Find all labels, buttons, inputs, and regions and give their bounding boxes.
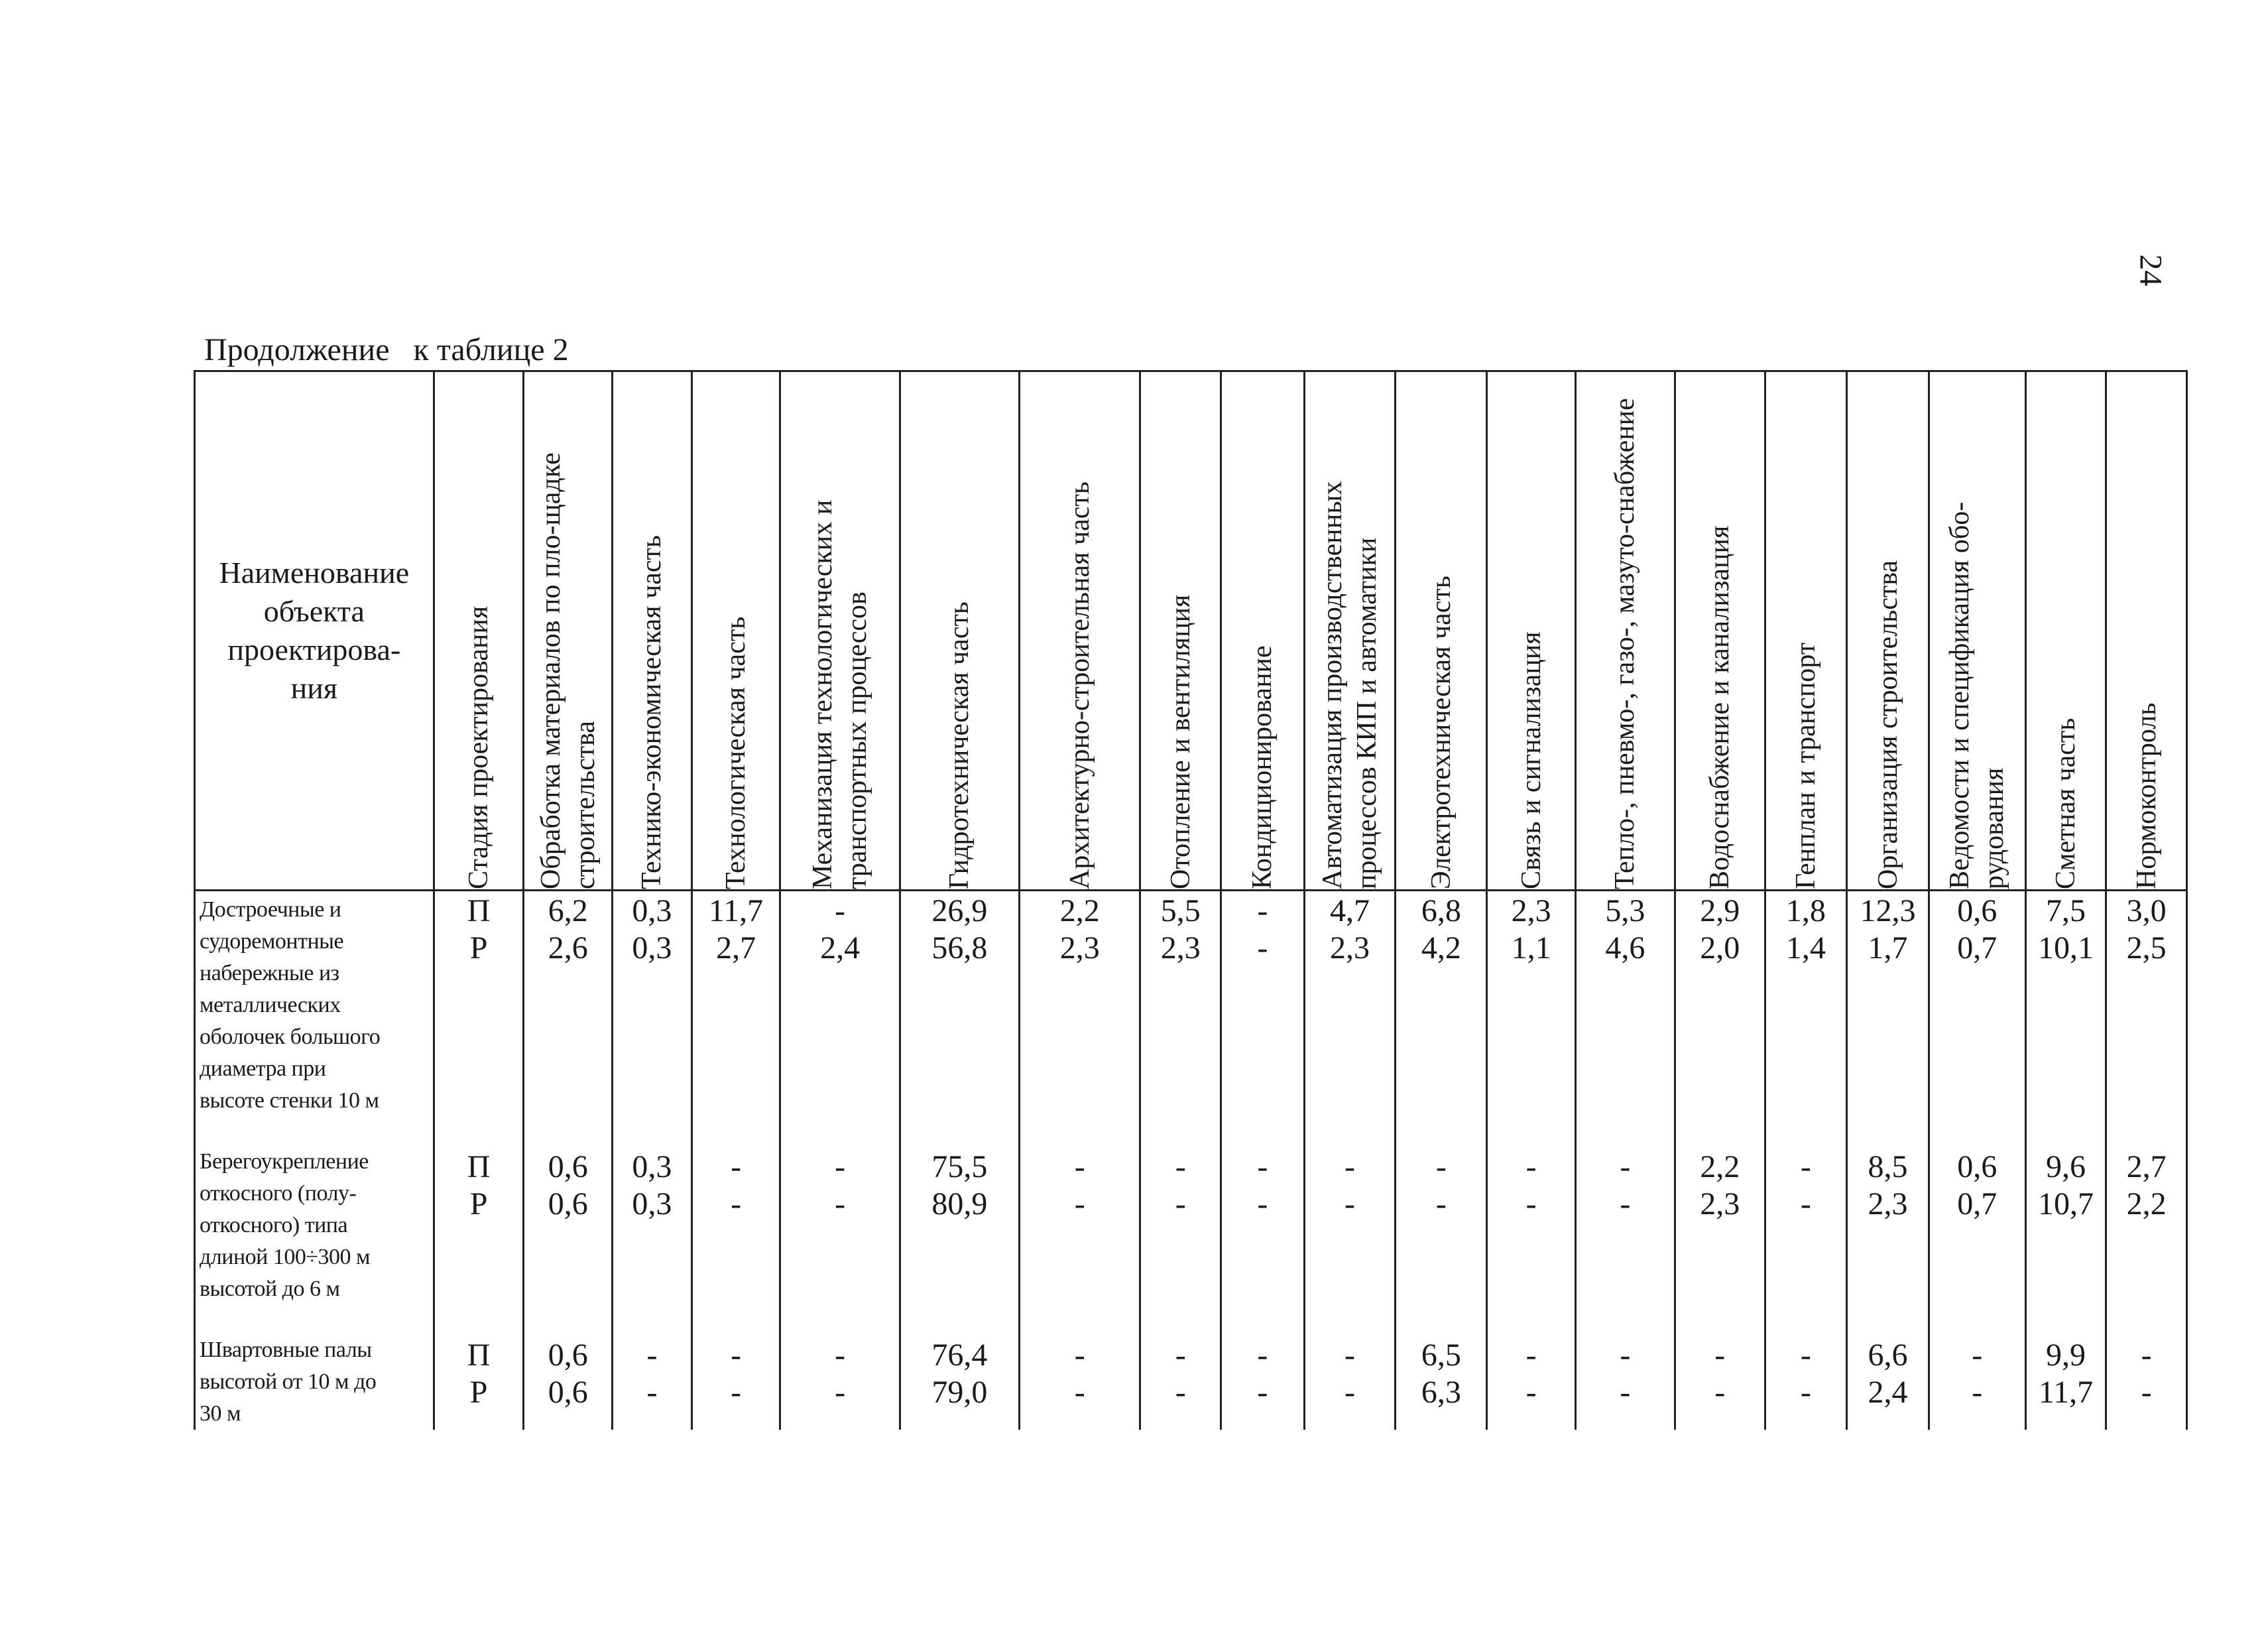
object-name-cell xyxy=(195,1143,434,1332)
column-header xyxy=(1396,371,1487,891)
value-cell xyxy=(1020,1143,1140,1332)
value-cell xyxy=(613,1332,692,1430)
stage-r-value: 1,1 xyxy=(1511,930,1551,966)
stage-r-value: - xyxy=(1175,1375,1186,1410)
stage-p-value: 0,6 xyxy=(1957,1149,1998,1184)
stage-r-value: 2,4 xyxy=(1868,1375,1908,1410)
value-cell xyxy=(2025,1332,2106,1430)
stage-r-value: 10,1 xyxy=(2037,930,2094,966)
stage-p-value: - xyxy=(1344,1338,1356,1373)
object-name-cell xyxy=(195,891,434,1144)
stage-r-value: 2,3 xyxy=(1160,930,1201,966)
stage-r-value: - xyxy=(1972,1375,1983,1410)
stage-p-value: - xyxy=(835,893,846,928)
value-cell xyxy=(1929,1332,2025,1430)
stage-r-value: 2,3 xyxy=(1700,1186,1740,1222)
stage-r-value: 2,2 xyxy=(2126,1186,2167,1222)
object-name-header xyxy=(195,371,434,891)
stage-p-value: 76,4 xyxy=(931,1338,988,1373)
stage-r-value: 2,4 xyxy=(820,930,861,966)
stage-r-value: - xyxy=(1257,930,1268,966)
stage-r-value: - xyxy=(1714,1375,1726,1410)
stage-p-value: 9,9 xyxy=(2045,1338,2086,1373)
stage-p-value: - xyxy=(1074,1338,1085,1373)
value-cell xyxy=(524,1332,613,1430)
column-header xyxy=(1020,371,1140,891)
stage-p-value: 5,3 xyxy=(1605,893,1645,928)
column-header xyxy=(1929,371,2025,891)
stage-r-value: 1,7 xyxy=(1868,930,1908,966)
column-header xyxy=(613,371,692,891)
value-cell xyxy=(2025,891,2106,1144)
stage-p-value: - xyxy=(1525,1338,1537,1373)
column-header-label: Электротехническая часть xyxy=(1425,576,1457,889)
value-cell xyxy=(1675,1143,1765,1332)
stage-p-value: - xyxy=(1620,1149,1631,1184)
table-header-row xyxy=(195,371,2187,891)
stage-p-value: - xyxy=(1620,1338,1631,1373)
column-header-label: Отопление и вентиляция xyxy=(1165,594,1196,889)
column-header-label: Кондиционирование xyxy=(1247,645,1278,889)
object-name-line: высотой от 10 м до xyxy=(200,1369,377,1394)
stage-p-value: 2,2 xyxy=(1700,1149,1740,1184)
value-cell xyxy=(1140,891,1221,1144)
value-cell xyxy=(1575,891,1675,1144)
stage-p-value: 6,2 xyxy=(548,893,588,928)
stage-p-value: - xyxy=(1800,1338,1811,1373)
stage-r-value: - xyxy=(1525,1375,1537,1410)
value-cell xyxy=(1304,1143,1396,1332)
column-header xyxy=(1575,371,1675,891)
stage-r-value: - xyxy=(835,1375,846,1410)
stage-p-value: 6,5 xyxy=(1421,1338,1461,1373)
column-header-label: Организация строительства xyxy=(1872,560,1903,889)
object-name-header-line: Наименование xyxy=(219,556,410,590)
value-cell xyxy=(1487,1143,1576,1332)
object-name-line: набережные из xyxy=(200,961,339,985)
stage-p-value: - xyxy=(1074,1149,1085,1184)
column-header-label: Стадия проектирования xyxy=(463,605,495,889)
stage-r-value: - xyxy=(731,1375,742,1410)
page-number: 24 xyxy=(2133,254,2169,286)
value-cell xyxy=(1675,891,1765,1144)
value-cell xyxy=(900,1143,1019,1332)
stage-p-value: 6,6 xyxy=(1868,1338,1908,1373)
object-name-line: металлических xyxy=(200,993,341,1017)
column-header xyxy=(524,371,613,891)
value-cell xyxy=(1929,1143,2025,1332)
stage-r-value: 0,6 xyxy=(548,1186,588,1222)
stage-r-value: - xyxy=(1344,1186,1356,1222)
object-name-header-line: ния xyxy=(290,671,338,705)
stage-r-value: - xyxy=(1620,1375,1631,1410)
value-cell xyxy=(434,891,524,1144)
value-cell xyxy=(1575,1143,1675,1332)
column-header-label: Тепло-, пневмо-, газо-, мазуто-снабжение xyxy=(1610,398,1641,889)
stage-p-value: - xyxy=(1714,1338,1726,1373)
column-header xyxy=(1675,371,1765,891)
column-header-label: Генплан и транспорт xyxy=(1790,642,1821,889)
stage-p-value: - xyxy=(1175,1149,1186,1184)
value-cell xyxy=(1020,891,1140,1144)
stage-p-value: П xyxy=(467,893,491,928)
stage-r-value: Р xyxy=(469,930,488,966)
stage-r-value: 2,5 xyxy=(2126,930,2167,966)
value-cell xyxy=(1575,1332,1675,1430)
stage-p-value: 6,8 xyxy=(1421,893,1461,928)
stage-r-value: - xyxy=(1074,1186,1085,1222)
value-cell xyxy=(1221,1143,1305,1332)
value-cell xyxy=(900,891,1019,1144)
column-header xyxy=(691,371,780,891)
stage-r-value: - xyxy=(1175,1186,1186,1222)
object-name-header-line: объекта xyxy=(263,594,365,628)
stage-p-value: - xyxy=(1175,1338,1186,1373)
stage-r-value: 56,8 xyxy=(931,930,988,966)
object-name-line: 30 м xyxy=(200,1401,241,1426)
object-name-line: Достроечные и xyxy=(200,897,341,922)
object-name-line: Швартовные палы xyxy=(200,1338,372,1362)
column-header xyxy=(780,371,900,891)
stage-p-value: - xyxy=(731,1149,742,1184)
column-header-label: Автоматизация производственных процессов КИП и автоматики xyxy=(1317,481,1383,889)
column-header-label: Архитектурно-строительная часть xyxy=(1064,481,1095,889)
stage-p-value: 3,0 xyxy=(2126,893,2167,928)
object-name-line: высотой до 6 м xyxy=(200,1277,340,1301)
stage-r-value: - xyxy=(835,1186,846,1222)
stage-r-value: 0,6 xyxy=(548,1375,588,1410)
stage-r-value: 4,2 xyxy=(1421,930,1461,966)
table-row xyxy=(195,1143,2187,1332)
value-cell xyxy=(1304,891,1396,1144)
stage-r-value: 4,6 xyxy=(1605,930,1645,966)
column-header-label: Механизация технологических и транспортных процессов xyxy=(807,499,873,889)
design-distribution-table xyxy=(194,370,2188,1430)
value-cell xyxy=(1221,1332,1305,1430)
stage-p-value: - xyxy=(835,1338,846,1373)
column-header xyxy=(1304,371,1396,891)
stage-p-value: 4,7 xyxy=(1330,893,1370,928)
value-cell xyxy=(1765,1143,1847,1332)
value-cell xyxy=(1765,891,1847,1144)
column-header xyxy=(1140,371,1221,891)
stage-r-value: 1,4 xyxy=(1785,930,1826,966)
object-name-header-line: проектирова- xyxy=(227,633,401,666)
stage-p-value: - xyxy=(646,1338,658,1373)
column-header xyxy=(434,371,524,891)
stage-r-value: 2,7 xyxy=(716,930,756,966)
value-cell xyxy=(1020,1332,1140,1430)
stage-r-value: 0,7 xyxy=(1957,930,1998,966)
stage-r-value: 2,0 xyxy=(1700,930,1740,966)
value-cell xyxy=(1304,1332,1396,1430)
stage-p-value: - xyxy=(1344,1149,1356,1184)
stage-r-value: - xyxy=(2141,1375,2152,1410)
value-cell xyxy=(1221,891,1305,1144)
value-cell xyxy=(1487,891,1576,1144)
stage-r-value: 79,0 xyxy=(931,1375,988,1410)
stage-p-value: - xyxy=(1972,1338,1983,1373)
value-cell xyxy=(1140,1143,1221,1332)
stage-p-value: 2,2 xyxy=(1059,893,1100,928)
column-header xyxy=(1221,371,1305,891)
value-cell xyxy=(1765,1332,1847,1430)
stage-r-value: 2,3 xyxy=(1059,930,1100,966)
value-cell xyxy=(1847,1143,1929,1332)
stage-r-value: 2,3 xyxy=(1868,1186,1908,1222)
value-cell xyxy=(613,891,692,1144)
stage-p-value: 26,9 xyxy=(931,893,988,928)
stage-p-value: - xyxy=(1257,893,1268,928)
stage-p-value: 7,5 xyxy=(2045,893,2086,928)
column-header-label: Гидротехническая часть xyxy=(944,601,975,889)
stage-r-value: - xyxy=(1525,1186,1537,1222)
stage-r-value: 2,6 xyxy=(548,930,588,966)
column-header-label: Водоснабжение и канализация xyxy=(1704,525,1736,889)
value-cell xyxy=(780,1332,900,1430)
stage-r-value: - xyxy=(1257,1186,1268,1222)
stage-p-value: 12,3 xyxy=(1860,893,1916,928)
object-name-line: судоремонтные xyxy=(200,929,344,954)
stage-p-value: - xyxy=(1525,1149,1537,1184)
object-name-line: длиной 100÷300 м xyxy=(200,1245,371,1269)
value-cell xyxy=(1847,1332,1929,1430)
value-cell xyxy=(2106,1143,2187,1332)
value-cell xyxy=(613,1143,692,1332)
value-cell xyxy=(780,1143,900,1332)
value-cell xyxy=(524,1143,613,1332)
value-cell xyxy=(691,891,780,1144)
stage-r-value: 2,3 xyxy=(1330,930,1370,966)
column-header-label: Нормоконтроль xyxy=(2131,702,2162,889)
value-cell xyxy=(524,891,613,1144)
table-row xyxy=(195,1332,2187,1430)
value-cell xyxy=(780,891,900,1144)
stage-p-value: - xyxy=(835,1149,846,1184)
stage-r-value: - xyxy=(1344,1375,1356,1410)
stage-r-value: - xyxy=(1800,1375,1811,1410)
stage-p-value: - xyxy=(1257,1149,1268,1184)
stage-p-value: - xyxy=(1257,1338,1268,1373)
stage-r-value: Р xyxy=(469,1186,488,1222)
stage-p-value: 2,3 xyxy=(1511,893,1551,928)
value-cell xyxy=(1396,1332,1487,1430)
value-cell xyxy=(434,1143,524,1332)
object-name-line: Берегоукрепление xyxy=(200,1149,369,1174)
column-header xyxy=(2025,371,2106,891)
object-name-line: диаметра при xyxy=(200,1056,326,1081)
column-header xyxy=(1847,371,1929,891)
stage-p-value: П xyxy=(467,1149,491,1184)
object-name-line: оболочек большого xyxy=(200,1025,381,1049)
stage-r-value: - xyxy=(731,1186,742,1222)
stage-p-value: 5,5 xyxy=(1160,893,1201,928)
value-cell xyxy=(1140,1332,1221,1430)
value-cell xyxy=(1396,891,1487,1144)
stage-p-value: 11,7 xyxy=(708,893,764,928)
column-header xyxy=(1487,371,1576,891)
stage-p-value: - xyxy=(1800,1149,1811,1184)
column-header xyxy=(2106,371,2187,891)
column-header-label: Обработка материалов по пло-щадке строительства xyxy=(535,452,601,889)
stage-p-value: 0,3 xyxy=(632,893,672,928)
stage-p-value: - xyxy=(731,1338,742,1373)
column-header-label: Сметная часть xyxy=(2050,718,2081,889)
stage-r-value: 80,9 xyxy=(931,1186,988,1222)
value-cell xyxy=(1847,891,1929,1144)
object-name-line: откосного) типа xyxy=(200,1213,348,1237)
object-name-line: откосного (полу- xyxy=(200,1181,357,1206)
value-cell xyxy=(691,1143,780,1332)
stage-p-value: П xyxy=(467,1338,491,1373)
stage-p-value: 1,8 xyxy=(1785,893,1826,928)
stage-r-value: 0,3 xyxy=(632,1186,672,1222)
value-cell xyxy=(1929,891,2025,1144)
stage-r-value: 10,7 xyxy=(2037,1186,2094,1222)
column-header xyxy=(1765,371,1847,891)
stage-p-value: 0,6 xyxy=(1957,893,1998,928)
stage-p-value: - xyxy=(1435,1149,1447,1184)
stage-r-value: 11,7 xyxy=(2038,1375,2094,1410)
stage-r-value: - xyxy=(1435,1186,1447,1222)
stage-p-value: 0,6 xyxy=(548,1149,588,1184)
table-row xyxy=(195,891,2187,1144)
object-name-line: высоте стенки 10 м xyxy=(200,1088,379,1113)
stage-r-value: 6,3 xyxy=(1421,1375,1461,1410)
stage-r-value: Р xyxy=(469,1375,488,1410)
stage-p-value: 75,5 xyxy=(931,1149,988,1184)
stage-p-value: 9,6 xyxy=(2045,1149,2086,1184)
stage-r-value: - xyxy=(1800,1186,1811,1222)
stage-r-value: 0,7 xyxy=(1957,1186,1998,1222)
column-header xyxy=(900,371,1019,891)
column-header-label: Технологическая часть xyxy=(721,616,752,889)
value-cell xyxy=(1396,1143,1487,1332)
stage-r-value: 0,3 xyxy=(632,930,672,966)
column-header-label: Ведомости и спецификация обо-рудования xyxy=(1944,501,2010,889)
stage-p-value: 8,5 xyxy=(1868,1149,1908,1184)
object-name-cell xyxy=(195,1332,434,1430)
value-cell xyxy=(900,1332,1019,1430)
stage-p-value: 0,6 xyxy=(548,1338,588,1373)
value-cell xyxy=(434,1332,524,1430)
stage-p-value: 2,9 xyxy=(1700,893,1740,928)
table-caption: Продолжение к таблице 2 xyxy=(204,332,569,367)
value-cell xyxy=(2106,891,2187,1144)
stage-r-value: - xyxy=(1074,1375,1085,1410)
column-header-label: Связь и сигнализация xyxy=(1516,631,1547,889)
value-cell xyxy=(1487,1332,1576,1430)
stage-r-value: - xyxy=(646,1375,658,1410)
stage-p-value: 0,3 xyxy=(632,1149,672,1184)
stage-p-value: - xyxy=(2141,1338,2152,1373)
stage-r-value: - xyxy=(1257,1375,1268,1410)
value-cell xyxy=(2025,1143,2106,1332)
value-cell xyxy=(2106,1332,2187,1430)
stage-p-value: 2,7 xyxy=(2126,1149,2167,1184)
column-header-label: Технико-экономическая часть xyxy=(636,535,668,889)
stage-r-value: - xyxy=(1620,1186,1631,1222)
value-cell xyxy=(691,1332,780,1430)
value-cell xyxy=(1675,1332,1765,1430)
